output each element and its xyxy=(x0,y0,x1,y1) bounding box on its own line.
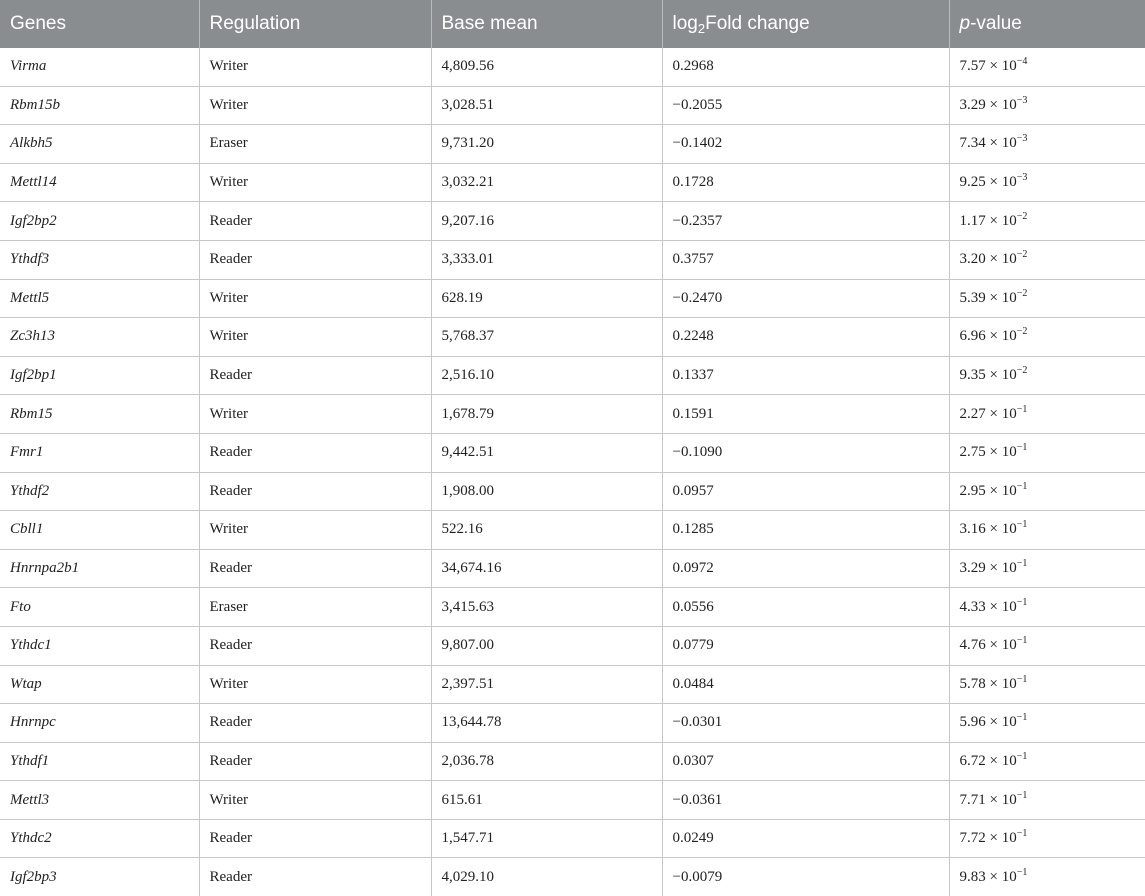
gene-cell: Igf2bp1 xyxy=(0,356,199,395)
p-value-cell xyxy=(949,163,1145,202)
gene-cell: Rbm15b xyxy=(0,86,199,125)
log2-fold-change-cell: 0.0307 xyxy=(662,742,949,781)
base-mean-cell: 3,333.01 xyxy=(431,240,662,279)
gene-cell: Mettl3 xyxy=(0,781,199,820)
base-mean-cell: 3,028.51 xyxy=(431,86,662,125)
gene-cell: Igf2bp3 xyxy=(10,868,57,885)
gene-cell: Alkbh5 xyxy=(0,125,199,164)
table-row xyxy=(0,704,1145,743)
p-value-times: × 10 xyxy=(985,328,1017,345)
gene-cell: Fmr1 xyxy=(0,433,199,472)
regulation-cell: Reader xyxy=(199,742,431,781)
table-row xyxy=(0,48,1145,86)
p-value-cell xyxy=(949,626,1145,665)
base-mean-cell: 3,415.63 xyxy=(431,588,662,627)
p-value-times: × 10 xyxy=(985,251,1017,268)
p-value-cell xyxy=(949,781,1145,820)
log2-fold-change-cell: 0.0779 xyxy=(662,626,949,665)
base-mean-cell: 1,678.79 xyxy=(431,395,662,434)
base-mean-cell: 9,731.20 xyxy=(431,125,662,164)
p-value-times: × 10 xyxy=(985,96,1017,113)
base-mean-cell: 4,029.10 xyxy=(431,858,662,896)
p-value-times: × 10 xyxy=(985,289,1017,306)
p-value-mantissa: 4.76 xyxy=(959,637,986,654)
p-value-mantissa: 5.39 xyxy=(959,289,986,306)
table-body xyxy=(0,48,1145,896)
p-value-mantissa: 3.16 xyxy=(959,521,986,538)
p-value-times: × 10 xyxy=(985,830,1017,847)
gene-cell: Virma xyxy=(0,48,199,86)
log2-fold-change-cell: 0.1337 xyxy=(662,356,949,395)
p-value-mantissa: 5.96 xyxy=(959,714,986,731)
table-row xyxy=(0,279,1145,318)
p-value-exponent: −1 xyxy=(1016,596,1028,608)
log2-fold-change-cell: 0.3757 xyxy=(662,240,949,279)
p-value-mantissa: 7.57 xyxy=(959,58,986,75)
p-value-exponent: −2 xyxy=(1016,326,1028,338)
p-value-times: × 10 xyxy=(985,598,1017,615)
p-value-mantissa: 6.96 xyxy=(959,328,986,345)
p-value-exponent: −1 xyxy=(1016,519,1028,531)
base-mean-cell: 9,207.16 xyxy=(431,202,662,241)
log2-fold-change-cell: 0.0484 xyxy=(662,665,949,704)
log2-fold-change-cell: 0.2968 xyxy=(662,48,949,86)
table-row xyxy=(0,356,1145,395)
p-value-cell xyxy=(949,279,1145,318)
table-row xyxy=(0,433,1145,472)
p-value-mantissa: 3.20 xyxy=(959,251,986,268)
header-p-value xyxy=(949,0,1145,48)
regulation-cell: Reader xyxy=(199,626,431,665)
regulation-cell: Reader xyxy=(199,202,431,241)
p-value-cell xyxy=(949,240,1145,279)
header-base-mean: Base mean xyxy=(431,0,662,48)
table-row xyxy=(0,511,1145,550)
log2-fold-change-cell: −0.0361 xyxy=(662,781,949,820)
regulation-cell: Reader xyxy=(199,472,431,511)
p-value-mantissa: 2.95 xyxy=(959,482,986,499)
p-value-times: × 10 xyxy=(985,174,1017,191)
table-row xyxy=(0,163,1145,202)
gene-cell: Fto xyxy=(0,588,199,627)
header-row xyxy=(0,0,1145,48)
gene-cell: Ythdc1 xyxy=(0,626,199,665)
gene-cell: Cbll1 xyxy=(0,511,199,550)
table-row xyxy=(0,588,1145,627)
regulation-cell: Reader xyxy=(199,433,431,472)
header-log-subscript: 2 xyxy=(697,21,706,36)
p-value-exponent: −2 xyxy=(1016,365,1028,377)
log2-fold-change-cell: −0.2470 xyxy=(662,279,949,318)
log2-fold-change-cell: 0.0957 xyxy=(662,472,949,511)
p-value-times: × 10 xyxy=(985,714,1017,731)
p-value-exponent: −3 xyxy=(1016,94,1028,106)
p-value-mantissa: 4.33 xyxy=(959,598,986,615)
log2-fold-change-cell: −0.1090 xyxy=(662,433,949,472)
base-mean-cell: 13,644.78 xyxy=(431,704,662,743)
p-value-mantissa: 5.78 xyxy=(959,675,986,692)
p-value-cell xyxy=(949,318,1145,357)
gene-cell: Hnrnpc xyxy=(0,704,199,743)
base-mean-cell: 1,908.00 xyxy=(431,472,662,511)
log2-fold-change-cell: 0.0249 xyxy=(662,819,949,858)
regulation-cell: Reader xyxy=(199,240,431,279)
p-value-exponent: −3 xyxy=(1016,172,1028,184)
p-value-cell xyxy=(949,125,1145,164)
regulation-cell: Eraser xyxy=(199,125,431,164)
p-value-times: × 10 xyxy=(985,560,1017,577)
p-value-times: × 10 xyxy=(985,212,1017,229)
p-value-cell xyxy=(949,819,1145,858)
p-value-mantissa: 2.75 xyxy=(959,444,986,461)
table-row xyxy=(0,858,1145,896)
regulation-cell: Reader xyxy=(199,356,431,395)
base-mean-cell: 628.19 xyxy=(431,279,662,318)
regulation-cell: Reader xyxy=(199,549,431,588)
p-value-mantissa: 3.29 xyxy=(959,96,986,113)
p-value-exponent: −1 xyxy=(1016,673,1028,685)
table-row xyxy=(0,125,1145,164)
base-mean-cell: 1,547.71 xyxy=(431,819,662,858)
base-mean-cell: 2,516.10 xyxy=(431,356,662,395)
base-mean-cell: 2,397.51 xyxy=(431,665,662,704)
p-value-times: × 10 xyxy=(985,791,1017,808)
log2-fold-change-cell: −0.0301 xyxy=(662,704,949,743)
header-log-prefix: log xyxy=(672,13,698,34)
p-value-times: × 10 xyxy=(985,637,1017,654)
p-value-cell xyxy=(949,665,1145,704)
header-p-suffix: -value xyxy=(970,13,1022,34)
log2-fold-change-cell: 0.1591 xyxy=(662,395,949,434)
p-value-mantissa: 1.17 xyxy=(959,212,986,229)
p-value-mantissa: 2.27 xyxy=(959,405,986,422)
regulation-cell: Writer xyxy=(199,86,431,125)
table-row xyxy=(0,626,1145,665)
gene-cell: Ythdf1 xyxy=(0,742,199,781)
p-value-exponent: −1 xyxy=(1016,750,1028,762)
regulation-cell: Reader xyxy=(199,858,431,896)
regulation-cell: Writer xyxy=(199,279,431,318)
regulation-cell: Writer xyxy=(199,48,431,86)
gene-cell: Hnrnpa2b1 xyxy=(0,549,199,588)
p-value-times: × 10 xyxy=(985,521,1017,538)
base-mean-cell: 615.61 xyxy=(431,781,662,820)
p-value-cell xyxy=(949,588,1145,627)
p-value-mantissa: 9.35 xyxy=(959,367,986,384)
regulation-cell: Reader xyxy=(199,819,431,858)
gene-cell: Zc3h13 xyxy=(0,318,199,357)
table-row xyxy=(0,781,1145,820)
p-value-mantissa: 9.25 xyxy=(959,174,986,191)
p-value-exponent: −1 xyxy=(1016,558,1028,570)
gene-cell: Wtap xyxy=(0,665,199,704)
p-value-times: × 10 xyxy=(985,482,1017,499)
p-value-cell xyxy=(949,395,1145,434)
regulation-cell: Reader xyxy=(199,704,431,743)
log2-fold-change-cell: 0.1728 xyxy=(662,163,949,202)
p-value-cell xyxy=(949,433,1145,472)
p-value-mantissa: 7.72 xyxy=(959,830,986,847)
p-value-exponent: −1 xyxy=(1016,712,1028,724)
base-mean-cell: 522.16 xyxy=(431,511,662,550)
p-value-mantissa: 6.72 xyxy=(959,752,986,769)
base-mean-cell: 2,036.78 xyxy=(431,742,662,781)
p-value-cell xyxy=(949,704,1145,743)
regulation-cell: Eraser xyxy=(199,588,431,627)
p-value-mantissa: 3.29 xyxy=(959,560,986,577)
p-value-cell xyxy=(949,356,1145,395)
p-value-cell xyxy=(949,858,1145,896)
p-value-cell xyxy=(949,742,1145,781)
table-row xyxy=(0,472,1145,511)
table-row xyxy=(0,549,1145,588)
p-value-exponent: −1 xyxy=(1016,442,1028,454)
base-mean-cell: 9,807.00 xyxy=(431,626,662,665)
p-value-cell xyxy=(949,549,1145,588)
p-value-mantissa: 9.83 xyxy=(959,868,986,885)
p-value-exponent: −2 xyxy=(1016,249,1028,261)
table-row xyxy=(0,86,1145,125)
p-value-times: × 10 xyxy=(985,444,1017,461)
p-value-times: × 10 xyxy=(985,135,1017,152)
table-row xyxy=(0,202,1145,241)
p-value-times: × 10 xyxy=(985,367,1017,384)
gene-cell: Mettl14 xyxy=(0,163,199,202)
log2-fold-change-cell: 0.0556 xyxy=(662,588,949,627)
log2-fold-change-cell: 0.0972 xyxy=(662,549,949,588)
base-mean-cell: 4,809.56 xyxy=(431,48,662,86)
regulation-cell: Writer xyxy=(199,511,431,550)
p-value-exponent: −2 xyxy=(1016,210,1028,222)
log2-fold-change-cell: 0.1285 xyxy=(662,511,949,550)
regulation-cell: Writer xyxy=(199,395,431,434)
table-row xyxy=(0,318,1145,357)
header-p-letter: p xyxy=(959,13,971,34)
gene-cell: Ythdc2 xyxy=(0,819,199,858)
p-value-times: × 10 xyxy=(985,752,1017,769)
p-value-cell xyxy=(949,472,1145,511)
log2-fold-change-cell: −0.2357 xyxy=(662,202,949,241)
p-value-cell xyxy=(949,86,1145,125)
header-log-suffix: Fold change xyxy=(705,13,810,34)
base-mean-cell: 3,032.21 xyxy=(431,163,662,202)
p-value-times: × 10 xyxy=(985,675,1017,692)
p-value-exponent: −1 xyxy=(1016,403,1028,415)
base-mean-cell: 34,674.16 xyxy=(431,549,662,588)
p-value-exponent: −2 xyxy=(1016,287,1028,299)
table-row xyxy=(0,240,1145,279)
header-genes: Genes xyxy=(0,0,199,48)
log2-fold-change-cell: −0.0079 xyxy=(662,858,949,896)
header-log2-fold-change xyxy=(662,0,949,48)
table-row xyxy=(0,819,1145,858)
gene-cell: Mettl5 xyxy=(0,279,199,318)
p-value-mantissa: 7.71 xyxy=(959,791,986,808)
p-value-cell xyxy=(949,48,1145,86)
log2-fold-change-cell: 0.2248 xyxy=(662,318,949,357)
table-row xyxy=(0,742,1145,781)
p-value-cell xyxy=(949,511,1145,550)
regulation-cell: Writer xyxy=(199,163,431,202)
base-mean-cell: 9,442.51 xyxy=(431,433,662,472)
p-value-exponent: −1 xyxy=(1016,789,1028,801)
p-value-exponent: −1 xyxy=(1016,480,1028,492)
regulation-cell: Writer xyxy=(199,665,431,704)
gene-cell: Rbm15 xyxy=(0,395,199,434)
table-header xyxy=(0,0,1145,48)
p-value-exponent: −3 xyxy=(1016,133,1028,145)
base-mean-cell: 5,768.37 xyxy=(431,318,662,357)
regulation-cell: Writer xyxy=(199,318,431,357)
p-value-mantissa: 7.34 xyxy=(959,135,986,152)
p-value-times: × 10 xyxy=(985,868,1017,885)
p-value-times: × 10 xyxy=(985,58,1017,75)
p-value-exponent: −1 xyxy=(1016,866,1028,878)
regulation-cell: Writer xyxy=(199,781,431,820)
gene-cell: Igf2bp2 xyxy=(0,202,199,241)
gene-cell: Ythdf2 xyxy=(0,472,199,511)
header-regulation: Regulation xyxy=(199,0,431,48)
p-value-exponent: −4 xyxy=(1016,56,1028,68)
p-value-exponent: −1 xyxy=(1016,635,1028,647)
log2-fold-change-cell: −0.1402 xyxy=(662,125,949,164)
gene-cell: Ythdf3 xyxy=(0,240,199,279)
log2-fold-change-cell: −0.2055 xyxy=(662,86,949,125)
p-value-cell xyxy=(949,202,1145,241)
p-value-times: × 10 xyxy=(985,405,1017,422)
table-row xyxy=(0,395,1145,434)
p-value-exponent: −1 xyxy=(1016,828,1028,840)
table-row xyxy=(0,665,1145,704)
